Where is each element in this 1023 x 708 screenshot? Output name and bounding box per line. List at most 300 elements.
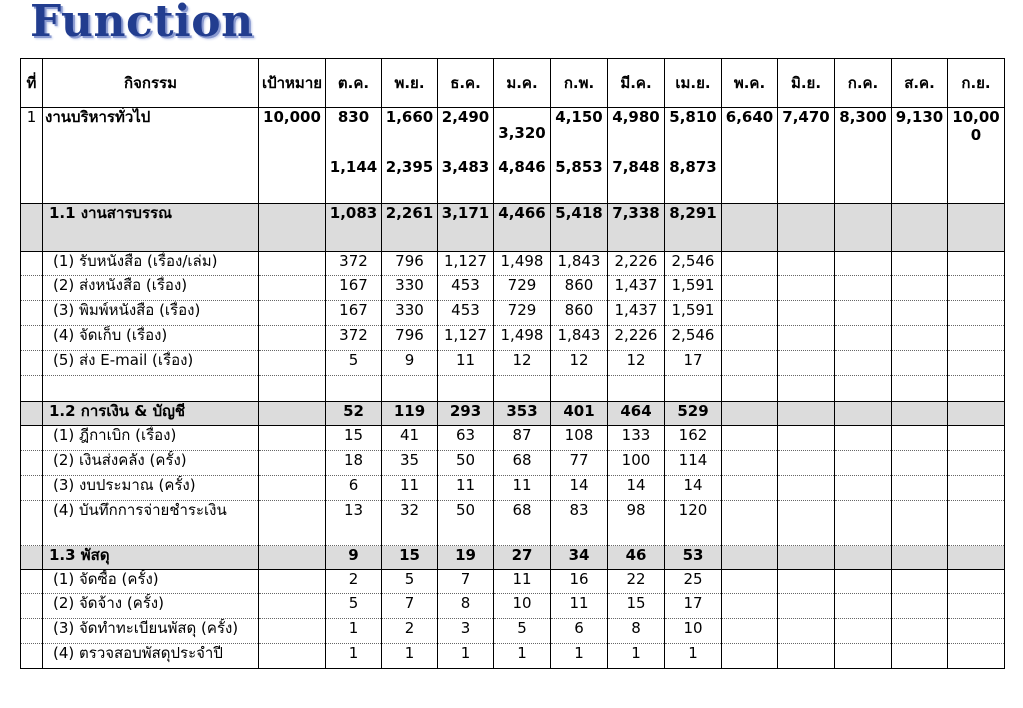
empty-cell xyxy=(259,158,326,204)
activity-value: 2 xyxy=(382,619,438,644)
section-value xyxy=(835,546,892,570)
activity-value xyxy=(892,451,948,476)
activity-value: 1 xyxy=(326,644,382,669)
section-value xyxy=(722,402,778,426)
empty-cell xyxy=(21,351,43,376)
activity-row xyxy=(21,276,1005,301)
activity-value xyxy=(722,476,778,501)
activity-value xyxy=(892,426,948,451)
activity-value xyxy=(892,501,948,546)
empty-cell xyxy=(551,376,608,402)
section-value: 27 xyxy=(494,546,551,570)
activity-value xyxy=(948,426,1005,451)
activity-value: 11 xyxy=(438,476,494,501)
activity-value: 1 xyxy=(665,644,722,669)
activity-value: 1,591 xyxy=(665,301,722,326)
activity-value: 17 xyxy=(665,594,722,619)
blank-row xyxy=(21,376,1005,402)
section-value xyxy=(722,204,778,252)
actual-value: 2,395 xyxy=(382,158,438,204)
activity-value: 1,591 xyxy=(665,276,722,301)
empty-cell xyxy=(21,326,43,351)
activity-value: 729 xyxy=(494,276,551,301)
activity-value: 453 xyxy=(438,301,494,326)
activity-value: 77 xyxy=(551,451,608,476)
activity-value xyxy=(778,644,835,669)
activity-value: 1,843 xyxy=(551,326,608,351)
activity-value xyxy=(892,476,948,501)
header-cell: ธ.ค. xyxy=(438,59,494,108)
activity-value xyxy=(835,570,892,594)
activity-value xyxy=(948,476,1005,501)
activity-value: 2,546 xyxy=(665,252,722,276)
section-header-row xyxy=(21,546,1005,570)
activity-value xyxy=(892,301,948,326)
activity-value xyxy=(778,426,835,451)
activity-name: (3) จัดทำทะเบียนพัสดุ (ครั้ง) xyxy=(43,619,259,644)
section-value xyxy=(778,402,835,426)
activity-value: 2,546 xyxy=(665,326,722,351)
actual-value: 4,846 xyxy=(494,158,551,204)
activity-value xyxy=(892,351,948,376)
activity-value: 14 xyxy=(608,476,665,501)
empty-cell xyxy=(21,252,43,276)
activity-value xyxy=(948,451,1005,476)
activity-value: 5 xyxy=(494,619,551,644)
activity-value: 18 xyxy=(326,451,382,476)
activity-value xyxy=(948,644,1005,669)
activity-name: (2) เงินส่งคลัง (ครั้ง) xyxy=(43,451,259,476)
section-value: 293 xyxy=(438,402,494,426)
header-cell: เป้าหมาย xyxy=(259,59,326,108)
empty-cell xyxy=(21,644,43,669)
activity-value xyxy=(948,594,1005,619)
activity-value xyxy=(778,276,835,301)
activity-value: 25 xyxy=(665,570,722,594)
activity-value: 453 xyxy=(438,276,494,301)
header-cell: ก.ย. xyxy=(948,59,1005,108)
activity-value: 133 xyxy=(608,426,665,451)
empty-cell xyxy=(43,376,259,402)
section-value xyxy=(835,204,892,252)
empty-cell xyxy=(778,376,835,402)
activity-value xyxy=(722,426,778,451)
activity-value: 83 xyxy=(551,501,608,546)
activity-row xyxy=(21,326,1005,351)
plan-value: 9,130 xyxy=(892,108,948,158)
plan-value: 5,810 xyxy=(665,108,722,158)
activity-value: 11 xyxy=(438,351,494,376)
activity-value xyxy=(948,301,1005,326)
activity-value: 2 xyxy=(326,570,382,594)
actual-value: 3,483 xyxy=(438,158,494,204)
section-value: 464 xyxy=(608,402,665,426)
actual-value: 7,848 xyxy=(608,158,665,204)
activity-value: 11 xyxy=(551,594,608,619)
section-value xyxy=(778,204,835,252)
empty-cell xyxy=(665,376,722,402)
activity-value: 1,127 xyxy=(438,326,494,351)
activity-row xyxy=(21,301,1005,326)
empty-cell xyxy=(21,501,43,546)
empty-cell xyxy=(259,570,326,594)
activity-value xyxy=(722,252,778,276)
activity-value xyxy=(835,252,892,276)
empty-cell xyxy=(259,301,326,326)
empty-cell xyxy=(326,376,382,402)
section-value xyxy=(892,204,948,252)
activity-value: 1 xyxy=(551,644,608,669)
empty-cell xyxy=(21,546,43,570)
activity-value: 12 xyxy=(494,351,551,376)
activity-value: 12 xyxy=(551,351,608,376)
plan-value: 830 xyxy=(326,108,382,158)
activity-value xyxy=(778,594,835,619)
empty-cell xyxy=(259,252,326,276)
empty-cell xyxy=(21,376,43,402)
activity-value xyxy=(835,451,892,476)
activity-value: 1 xyxy=(608,644,665,669)
activity-value: 9 xyxy=(382,351,438,376)
activity-value: 22 xyxy=(608,570,665,594)
empty-cell xyxy=(892,376,948,402)
row-number: 1 xyxy=(21,108,43,158)
activity-value xyxy=(722,501,778,546)
empty-cell xyxy=(259,619,326,644)
activity-value xyxy=(778,501,835,546)
empty-cell xyxy=(259,402,326,426)
activity-value: 10 xyxy=(665,619,722,644)
activity-value xyxy=(835,326,892,351)
empty-cell xyxy=(382,376,438,402)
activity-value: 16 xyxy=(551,570,608,594)
plan-value: 10,000 xyxy=(948,108,1005,158)
activity-value: 1,437 xyxy=(608,301,665,326)
header-cell: ส.ค. xyxy=(892,59,948,108)
activity-value xyxy=(722,301,778,326)
activity-value: 1,437 xyxy=(608,276,665,301)
activity-value: 2,226 xyxy=(608,252,665,276)
actual-value xyxy=(948,158,1005,204)
empty-cell xyxy=(722,376,778,402)
actual-value: 1,144 xyxy=(326,158,382,204)
section-value: 46 xyxy=(608,546,665,570)
activity-name: (5) ส่ง E-mail (เรื่อง) xyxy=(43,351,259,376)
activity-value xyxy=(835,501,892,546)
activity-value xyxy=(722,594,778,619)
activity-value xyxy=(948,570,1005,594)
section-value: 353 xyxy=(494,402,551,426)
activity-value xyxy=(892,594,948,619)
plan-value: 3,320 xyxy=(494,108,551,158)
empty-cell xyxy=(948,376,1005,402)
section-value: 3,171 xyxy=(438,204,494,252)
activity-value: 35 xyxy=(382,451,438,476)
activity-value: 12 xyxy=(608,351,665,376)
activity-value: 167 xyxy=(326,276,382,301)
actual-value xyxy=(835,158,892,204)
header-row xyxy=(21,59,1005,108)
empty-cell xyxy=(21,594,43,619)
activity-value: 1 xyxy=(494,644,551,669)
activity-value xyxy=(835,426,892,451)
empty-cell xyxy=(21,204,43,252)
activity-value: 100 xyxy=(608,451,665,476)
actual-value: 5,853 xyxy=(551,158,608,204)
activity-value xyxy=(892,326,948,351)
section-name: 1.1 งานสารบรรณ xyxy=(43,204,259,252)
activity-value xyxy=(835,351,892,376)
activity-value xyxy=(835,594,892,619)
section-name: 1.2 การเงิน & บัญชี xyxy=(43,402,259,426)
section-value: 52 xyxy=(326,402,382,426)
activity-value xyxy=(778,476,835,501)
section-value: 529 xyxy=(665,402,722,426)
section-value: 53 xyxy=(665,546,722,570)
activity-name: (4) บันทึกการจ่ายชำระเงิน xyxy=(43,501,259,546)
activity-value: 1,127 xyxy=(438,252,494,276)
actual-value xyxy=(778,158,835,204)
activity-value: 330 xyxy=(382,276,438,301)
section-value xyxy=(722,546,778,570)
header-cell: พ.ค. xyxy=(722,59,778,108)
activity-name: (3) งบประมาณ (ครั้ง) xyxy=(43,476,259,501)
plan-value: 6,640 xyxy=(722,108,778,158)
activity-value xyxy=(722,451,778,476)
table-body xyxy=(21,108,1005,669)
empty-cell xyxy=(259,376,326,402)
header-cell: ต.ค. xyxy=(326,59,382,108)
activity-value xyxy=(892,276,948,301)
empty-cell xyxy=(259,451,326,476)
activity-value: 108 xyxy=(551,426,608,451)
activity-value xyxy=(835,619,892,644)
activity-value: 2,226 xyxy=(608,326,665,351)
activity-value xyxy=(835,301,892,326)
section-value xyxy=(948,402,1005,426)
section-value xyxy=(835,402,892,426)
empty-cell xyxy=(259,644,326,669)
activity-value: 15 xyxy=(326,426,382,451)
empty-cell xyxy=(259,546,326,570)
empty-cell xyxy=(438,376,494,402)
section-header-row xyxy=(21,204,1005,252)
activity-value: 796 xyxy=(382,326,438,351)
activity-value: 8 xyxy=(608,619,665,644)
activity-row xyxy=(21,451,1005,476)
activity-value: 17 xyxy=(665,351,722,376)
activity-value xyxy=(948,276,1005,301)
activity-value xyxy=(722,619,778,644)
activity-value xyxy=(892,619,948,644)
activity-value: 10 xyxy=(494,594,551,619)
activity-value: 13 xyxy=(326,501,382,546)
empty-cell xyxy=(21,426,43,451)
section-value: 19 xyxy=(438,546,494,570)
activity-value xyxy=(778,619,835,644)
activity-value: 32 xyxy=(382,501,438,546)
activity-value: 120 xyxy=(665,501,722,546)
activity-value xyxy=(778,326,835,351)
activity-value xyxy=(778,570,835,594)
activity-value: 14 xyxy=(551,476,608,501)
empty-cell xyxy=(21,402,43,426)
plan-value: 4,980 xyxy=(608,108,665,158)
section-value: 8,291 xyxy=(665,204,722,252)
section-value: 119 xyxy=(382,402,438,426)
actual-value xyxy=(892,158,948,204)
empty-cell xyxy=(259,351,326,376)
activity-value: 5 xyxy=(382,570,438,594)
section-value: 1,083 xyxy=(326,204,382,252)
activity-name: (4) ตรวจสอบพัสดุประจำปี xyxy=(43,644,259,669)
actual-value: 8,873 xyxy=(665,158,722,204)
activity-row xyxy=(21,619,1005,644)
empty-cell xyxy=(259,276,326,301)
activity-value: 50 xyxy=(438,451,494,476)
activity-row xyxy=(21,644,1005,669)
section-value: 15 xyxy=(382,546,438,570)
activity-name: (1) รับหนังสือ (เรื่อง/เล่ม) xyxy=(43,252,259,276)
empty-cell xyxy=(259,594,326,619)
empty-cell xyxy=(21,570,43,594)
empty-cell xyxy=(21,301,43,326)
activity-value: 1 xyxy=(382,644,438,669)
activity-value: 1 xyxy=(438,644,494,669)
activity-value xyxy=(722,276,778,301)
activity-value: 68 xyxy=(494,501,551,546)
activity-value xyxy=(778,451,835,476)
empty-cell xyxy=(21,619,43,644)
activity-value: 68 xyxy=(494,451,551,476)
activity-value: 87 xyxy=(494,426,551,451)
empty-cell xyxy=(43,158,259,204)
empty-cell xyxy=(21,158,43,204)
activity-value: 41 xyxy=(382,426,438,451)
activity-value: 11 xyxy=(382,476,438,501)
section-value xyxy=(892,402,948,426)
performance-table xyxy=(20,58,1005,669)
page-title: Function xyxy=(30,0,254,47)
header-cell: กิจกรรม xyxy=(43,59,259,108)
activity-value xyxy=(835,476,892,501)
activity-row xyxy=(21,476,1005,501)
activity-value: 11 xyxy=(494,476,551,501)
activity-value: 162 xyxy=(665,426,722,451)
empty-cell xyxy=(259,204,326,252)
activity-name: (1) จัดซื้อ (ครั้ง) xyxy=(43,570,259,594)
activity-value: 372 xyxy=(326,252,382,276)
activity-name: (1) ฎีกาเบิก (เรื่อง) xyxy=(43,426,259,451)
plan-value: 7,470 xyxy=(778,108,835,158)
activity-value: 5 xyxy=(326,594,382,619)
activity-value xyxy=(948,252,1005,276)
activity-value xyxy=(722,644,778,669)
activity-value xyxy=(892,252,948,276)
empty-cell xyxy=(259,501,326,546)
activity-value: 50 xyxy=(438,501,494,546)
activity-value: 1,498 xyxy=(494,252,551,276)
activity-value: 6 xyxy=(551,619,608,644)
section-header-row xyxy=(21,402,1005,426)
activity-value xyxy=(778,301,835,326)
section-value: 7,338 xyxy=(608,204,665,252)
plan-value: 4,150 xyxy=(551,108,608,158)
header-cell: ก.ค. xyxy=(835,59,892,108)
section-value xyxy=(778,546,835,570)
main-actual-row xyxy=(21,158,1005,204)
activity-value xyxy=(835,644,892,669)
header-cell: พ.ย. xyxy=(382,59,438,108)
header-cell: มี.ค. xyxy=(608,59,665,108)
activity-value: 63 xyxy=(438,426,494,451)
activity-value: 1,843 xyxy=(551,252,608,276)
activity-value: 8 xyxy=(438,594,494,619)
section-value: 34 xyxy=(551,546,608,570)
main-plan-row xyxy=(21,108,1005,158)
section-name: 1.3 พัสดุ xyxy=(43,546,259,570)
section-value: 9 xyxy=(326,546,382,570)
empty-cell xyxy=(259,326,326,351)
plan-value: 2,490 xyxy=(438,108,494,158)
activity-value: 14 xyxy=(665,476,722,501)
activity-value: 167 xyxy=(326,301,382,326)
activity-row xyxy=(21,570,1005,594)
empty-cell xyxy=(259,426,326,451)
empty-cell xyxy=(494,376,551,402)
empty-cell xyxy=(835,376,892,402)
section-value: 401 xyxy=(551,402,608,426)
activity-value: 7 xyxy=(438,570,494,594)
activity-row xyxy=(21,594,1005,619)
section-value: 2,261 xyxy=(382,204,438,252)
activity-row xyxy=(21,252,1005,276)
empty-cell xyxy=(21,451,43,476)
header-cell: มิ.ย. xyxy=(778,59,835,108)
empty-cell xyxy=(21,476,43,501)
activity-value: 330 xyxy=(382,301,438,326)
activity-value: 1 xyxy=(326,619,382,644)
activity-value xyxy=(722,570,778,594)
main-activity-name: งานบริหารทั่วไป xyxy=(43,108,259,158)
activity-value xyxy=(778,351,835,376)
section-value xyxy=(948,546,1005,570)
activity-name: (2) จัดจ้าง (ครั้ง) xyxy=(43,594,259,619)
activity-value: 7 xyxy=(382,594,438,619)
activity-name: (4) จัดเก็บ (เรื่อง) xyxy=(43,326,259,351)
activity-value xyxy=(722,326,778,351)
activity-value xyxy=(892,570,948,594)
empty-cell xyxy=(21,276,43,301)
activity-value: 5 xyxy=(326,351,382,376)
header-cell: ที่ xyxy=(21,59,43,108)
plan-value: 1,660 xyxy=(382,108,438,158)
activity-value: 15 xyxy=(608,594,665,619)
section-value: 5,418 xyxy=(551,204,608,252)
activity-value xyxy=(948,501,1005,546)
activity-value: 1,498 xyxy=(494,326,551,351)
activity-value xyxy=(948,351,1005,376)
activity-value xyxy=(722,351,778,376)
plan-value: 8,300 xyxy=(835,108,892,158)
activity-name: (2) ส่งหนังสือ (เรื่อง) xyxy=(43,276,259,301)
activity-value: 372 xyxy=(326,326,382,351)
activity-value: 98 xyxy=(608,501,665,546)
activity-value xyxy=(948,326,1005,351)
activity-value: 6 xyxy=(326,476,382,501)
activity-value: 11 xyxy=(494,570,551,594)
section-value: 4,466 xyxy=(494,204,551,252)
